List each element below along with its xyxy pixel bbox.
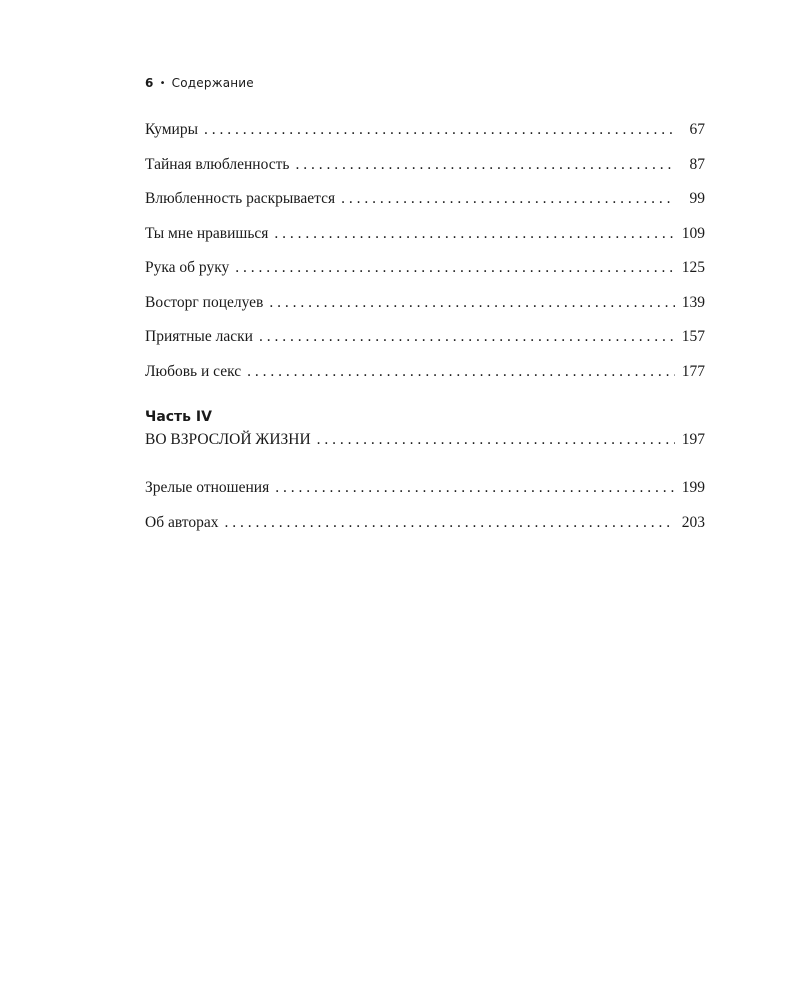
toc-entry-title: Кумиры xyxy=(145,121,198,138)
dot-leader xyxy=(295,153,675,177)
toc-entry-title: Рука об руку xyxy=(145,259,230,276)
header-separator: • xyxy=(159,77,166,89)
section-title: Содержание xyxy=(171,76,254,90)
dot-leader xyxy=(317,428,675,452)
toc-entry-crush-revealed[interactable] xyxy=(145,187,705,222)
toc-entry-page: 203 xyxy=(681,513,705,531)
toc-entry-about-authors[interactable] xyxy=(145,511,705,546)
dot-leader xyxy=(341,187,675,211)
dot-leader xyxy=(247,360,675,384)
table-of-contents xyxy=(145,118,705,545)
toc-entry-page: 157 xyxy=(681,328,705,345)
toc-entry-caresses[interactable] xyxy=(145,325,705,360)
toc-entry-adult-life[interactable] xyxy=(145,428,705,452)
toc-entry-title: Влюбленность раскрывается xyxy=(145,190,336,207)
toc-entry-page: 87 xyxy=(689,155,705,173)
dot-leader xyxy=(204,118,675,142)
toc-part-block xyxy=(145,406,705,452)
dot-leader xyxy=(235,256,675,280)
toc-entry-title: Восторг поцелуев xyxy=(145,293,264,311)
dot-leader xyxy=(274,222,675,246)
toc-entry-hand-in-hand[interactable] xyxy=(145,256,705,291)
toc-entry-page: 177 xyxy=(681,362,705,380)
toc-entry-page: 197 xyxy=(681,431,705,448)
toc-entry-idols[interactable] xyxy=(145,118,705,153)
toc-entry-title: Об авторах xyxy=(145,513,219,531)
dot-leader xyxy=(275,476,675,500)
toc-entry-i-like-you[interactable] xyxy=(145,222,705,257)
toc-entry-title: Тайная влюбленность xyxy=(145,155,290,173)
toc-after-part xyxy=(145,476,705,545)
toc-entry-title: Ты мне нравишься xyxy=(145,224,269,242)
toc-entry-title: ВО ВЗРОСЛОЙ ЖИЗНИ xyxy=(145,431,311,448)
part-label: Часть IV xyxy=(145,409,212,425)
dot-leader xyxy=(269,291,675,315)
toc-entry-kisses[interactable] xyxy=(145,291,705,326)
toc-entry-mature-relationships[interactable] xyxy=(145,476,705,511)
toc-entry-page: 99 xyxy=(689,190,705,207)
toc-entry-title: Приятные ласки xyxy=(145,328,253,345)
toc-entry-love-and-sex[interactable] xyxy=(145,360,705,395)
toc-entry-page: 199 xyxy=(681,479,705,496)
toc-entry-title: Любовь и секс xyxy=(145,362,242,380)
toc-entry-secret-crush[interactable] xyxy=(145,153,705,188)
page-number: 6 xyxy=(145,76,154,90)
dot-leader xyxy=(259,325,675,349)
toc-entry-page: 109 xyxy=(681,224,705,242)
running-head xyxy=(145,76,254,90)
toc-entry-page: 67 xyxy=(689,121,705,138)
dot-leader xyxy=(224,511,675,535)
toc-entry-page: 125 xyxy=(681,259,705,276)
toc-entry-page: 139 xyxy=(681,293,705,311)
toc-entry-title: Зрелые отношения xyxy=(145,479,270,496)
